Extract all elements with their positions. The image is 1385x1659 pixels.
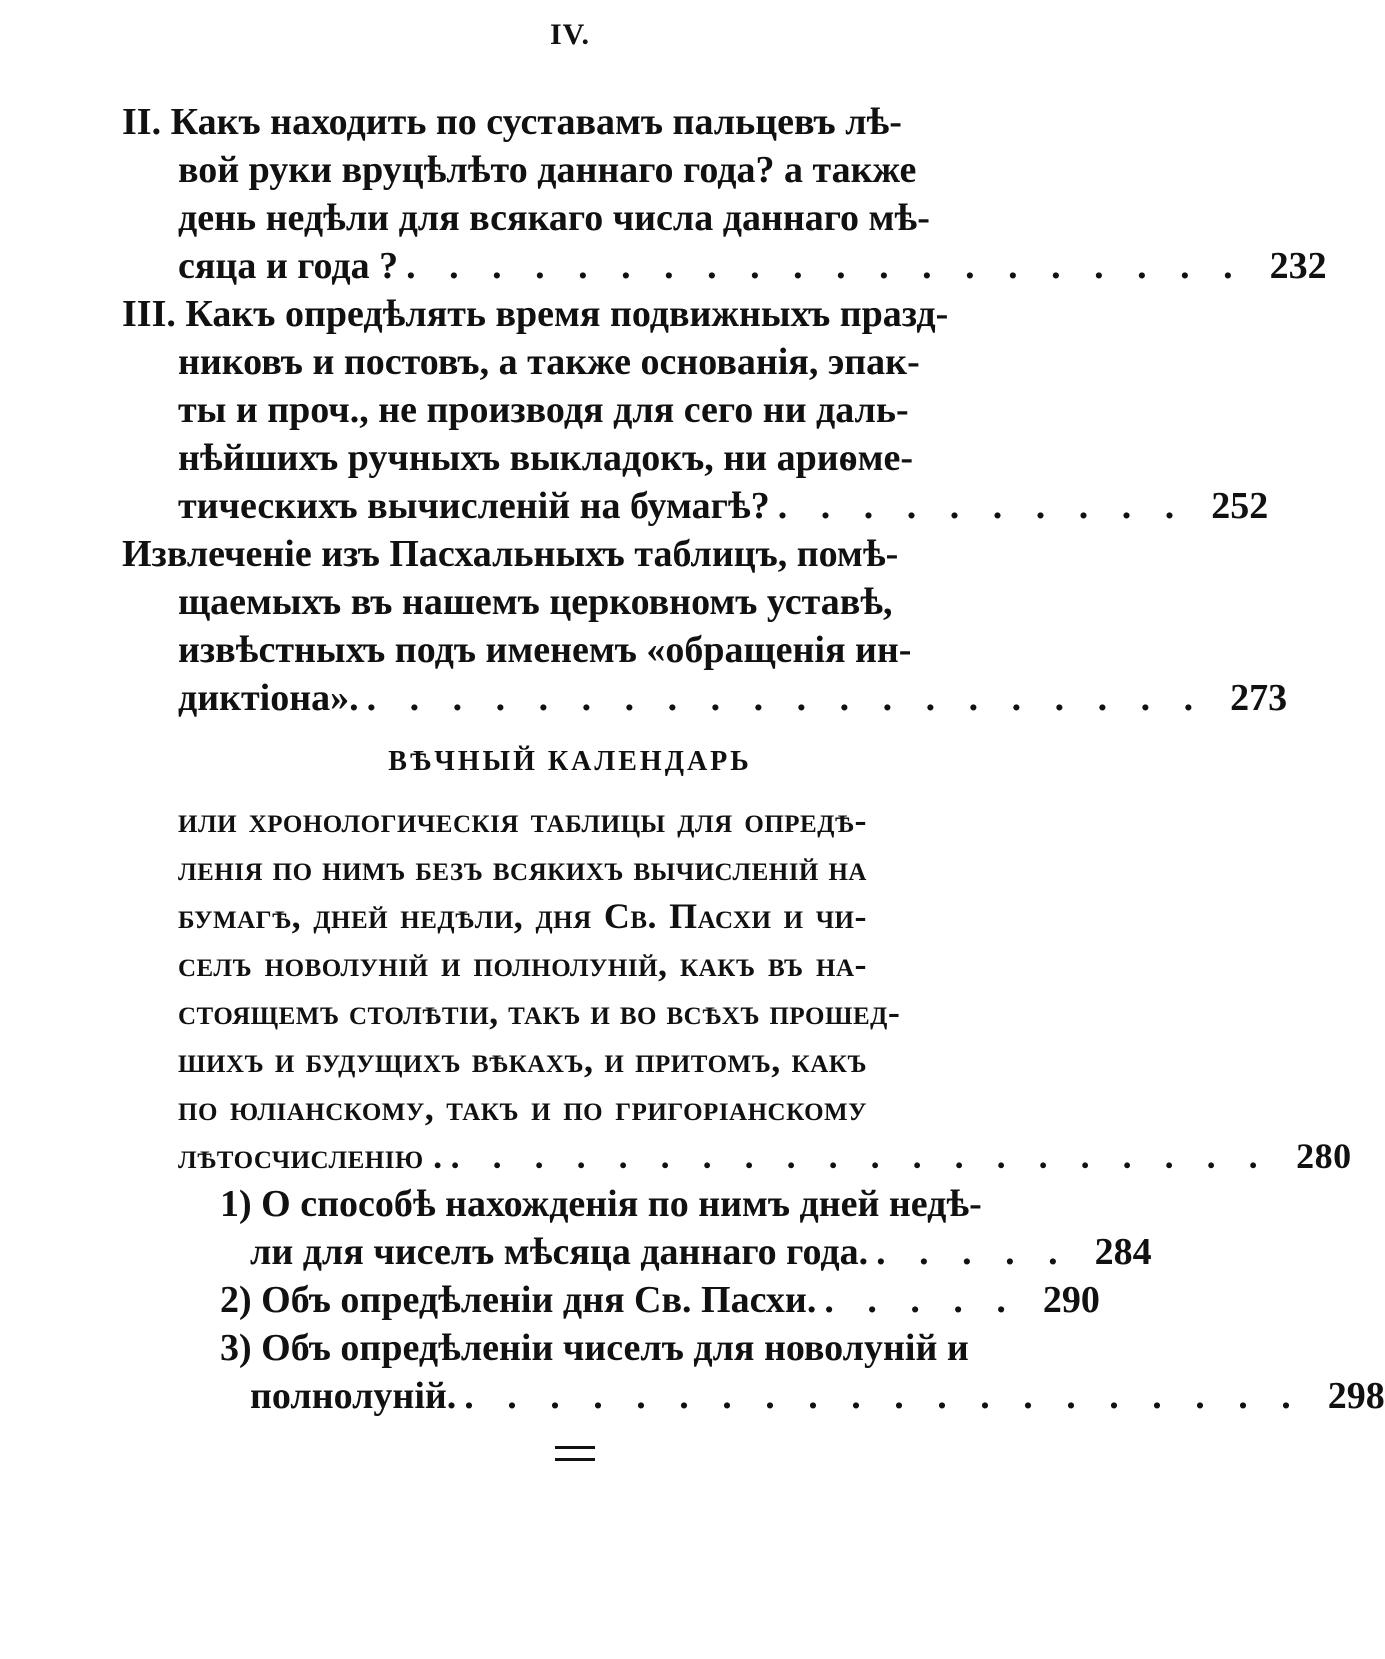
toc-extract-line-2: щаемыхъ въ нашемъ церковномъ уставѣ, [178, 581, 893, 623]
calendar-last-line [178, 1132, 1352, 1180]
toc-entry-iii-line-4: нѣйшихъ ручныхъ выкладокъ, ни ариѳме- [178, 437, 914, 479]
toc-entry-ii-last-line [178, 242, 1327, 290]
closing-rule-bottom [555, 1458, 595, 1461]
toc-entry-iii-line-5: тическихъ вычисленій на бумагѣ? [178, 485, 770, 527]
toc-extract-line-4: диктіона». [178, 677, 359, 719]
calendar-line-5: стоящемъ столѣтіи, такъ и во всѣхъ прошед- [178, 992, 901, 1032]
calendar-leader: . . . . . . . . . . . . . . . . . . . . [450, 1136, 1270, 1176]
calendar-line-2: ленія по нимъ безъ всякихъ вычисленій на [178, 848, 867, 888]
toc-entry-ii-line-3: день недѣли для всякаго числа даннаго мѣ- [178, 197, 930, 239]
subentry-3-page: 298 [1327, 1375, 1385, 1417]
subentry-1-line-1: 1) О способѣ нахожденія по нимъ дней недѣ- [220, 1183, 982, 1225]
calendar-line-1: или хронологическія таблицы для опредѣ- [178, 800, 867, 840]
toc-entry-ii-line-2: вой руки вруцѣлѣто даннаго года? а также [178, 149, 917, 191]
toc-extract-leader: . . . . . . . . . . . . . . . . . . . . [366, 677, 1206, 719]
toc-extract-line-3: извѣстныхъ подъ именемъ «обращенія ин- [178, 629, 912, 671]
calendar-line-6: шихъ и будущихъ вѣкахъ, и притомъ, какъ [178, 1040, 867, 1080]
toc-extract-page: 273 [1230, 677, 1288, 719]
calendar-line-4: селъ новолуній и полнолуній, какъ въ на- [178, 944, 867, 984]
toc-entry-ii-page: 232 [1269, 245, 1327, 287]
toc-extract-line-1: Извлеченіе изъ Пасхальныхъ таблицъ, помѣ- [122, 533, 899, 575]
toc-extract-last-line [178, 674, 1288, 722]
subentry-2-last-line [220, 1276, 1100, 1324]
toc-entry-iii-last-line [178, 482, 1269, 530]
toc-entry-iii-line-1: III. Какъ опредѣлять время подвижныхъ празд- [122, 293, 949, 335]
calendar-line-7: по юліанскому, такъ и по григоріанскому [178, 1088, 867, 1128]
subentry-1-leader: . . . . . [876, 1231, 1070, 1273]
subentry-1-page: 284 [1094, 1231, 1152, 1273]
toc-entry-ii-leader: . . . . . . . . . . . . . . . . . . . . [406, 245, 1245, 287]
toc-entry-iii-line-2: никовъ и постовъ, а также основанія, эпак- [178, 341, 920, 383]
toc-entry-ii-line-1: II. Какъ находить по суставамъ пальцевъ лѣ- [122, 101, 902, 143]
subentry-3-line-2: полнолуній. [250, 1375, 457, 1417]
section-heading: ВѢЧНЫЙ КАЛЕНДАРЬ [388, 746, 752, 777]
subentry-3-leader: . . . . . . . . . . . . . . . . . . . . [464, 1375, 1303, 1417]
subentry-1-last-line [250, 1228, 1152, 1276]
subentry-2-leader: . . . . . [824, 1279, 1018, 1321]
calendar-line-8: лѣтосчисленію . [178, 1136, 443, 1176]
page-number: IV. [550, 18, 590, 51]
subentry-2-page: 290 [1042, 1279, 1100, 1321]
subentry-3-last-line [250, 1372, 1385, 1420]
subentry-2-line-1: 2) Объ опредѣленіи дня Св. Пасхи. [220, 1279, 817, 1321]
closing-rule-top [555, 1446, 595, 1449]
toc-entry-iii-page: 252 [1211, 485, 1269, 527]
calendar-page: 280 [1296, 1136, 1352, 1176]
calendar-line-3: бумагѣ, дней недѣли, дня Св. Пасхи и чи- [178, 896, 867, 936]
toc-entry-ii-line-4: сяца и года ? [178, 245, 399, 287]
subentry-1-line-2: ли для чиселъ мѣсяца даннаго года. [250, 1231, 869, 1273]
toc-entry-iii-leader: . . . . . . . . . . [777, 485, 1187, 527]
toc-entry-iii-line-3: ты и проч., не производя для сего ни даль- [178, 389, 909, 431]
subentry-3-line-1: 3) Объ опредѣленіи чиселъ для новолуній и [220, 1327, 969, 1369]
